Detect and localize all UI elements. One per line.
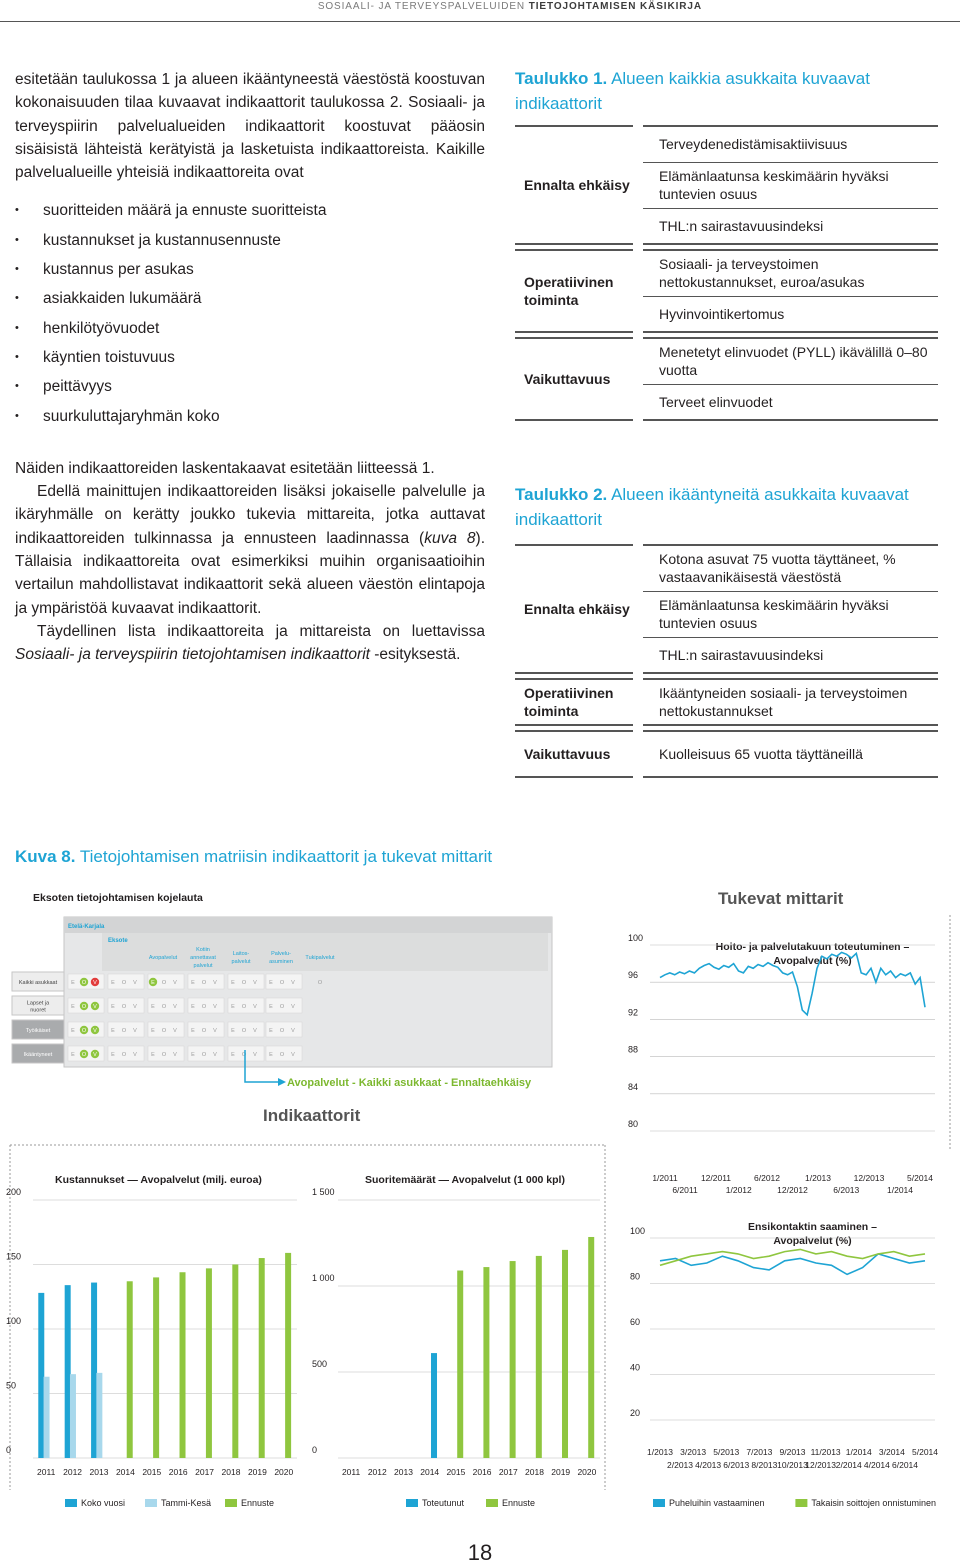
paragraph-3 (15, 480, 485, 620)
table1-caption (515, 66, 935, 116)
indicator-item: Kuolleisuus 65 vuotta täyttäneillä (643, 731, 938, 777)
bullet-item: • käyntien toistuvuus (15, 343, 485, 372)
p3-part-a: Edellä mainittujen indikaattoreiden lisäksi jokaiselle palvelulle ja ikäryhmälle on kerätty joukko tukevia mittareita, jotka auttavat indikaattoreiden tulkinnassa ja ennusteen laadinnassa ( (15, 483, 485, 547)
row-label: Lapset ja (26, 1000, 50, 1007)
status-letter: E (191, 1004, 195, 1010)
legend-label: Ennuste (241, 1498, 275, 1508)
status-letter: O (279, 1052, 285, 1058)
chart-ensikontakti (630, 1221, 938, 1508)
y-tick-label: 100 (630, 1226, 646, 1236)
chart-ensikontakti-title: Ensikontaktin saaminen – (748, 1221, 877, 1233)
group-label: Vaikuttavuus (515, 731, 633, 777)
x-tick-label: 2014 (420, 1467, 440, 1477)
row-label: Työikäiset (25, 1028, 51, 1034)
chart-hoitotakuu (628, 933, 935, 1195)
y-tick-label: 50 (6, 1380, 17, 1391)
table1 (515, 125, 938, 421)
figure-reference[interactable]: kuva 8 (424, 529, 476, 547)
x-tick-label: 10/2013 (777, 1460, 808, 1470)
status-letter: V (253, 980, 257, 986)
indicator-item: Elämänlaatunsa keskimäärin hyväksi tuntevien osuus (643, 162, 938, 208)
status-letter: E (111, 1052, 115, 1058)
bullet-item: • henkilötyövuodet (15, 314, 485, 343)
bar (91, 1283, 97, 1458)
status-letter: O (279, 980, 285, 986)
header-bold: TIETOJOHTAMISEN KÄSIKIRJA (528, 1, 702, 12)
bar (206, 1268, 212, 1458)
x-tick-label: 12/2012 (777, 1185, 808, 1195)
column-header-3: asuminen (269, 959, 293, 965)
x-tick-label: 5/2014 (907, 1173, 933, 1183)
x-tick-label: 12/2011 (700, 1173, 732, 1183)
x-tick-label: 3/2014 (878, 1447, 905, 1457)
status-letter: V (133, 1052, 137, 1058)
status-letter: O (201, 1004, 207, 1010)
chart-kustannukset-title: Kustannukset — Avopalvelut (milj. euroa) (55, 1174, 262, 1186)
status-letter: V (93, 980, 97, 986)
status-letter: V (213, 1052, 217, 1058)
x-tick-label: 2015 (446, 1467, 466, 1477)
table-row (515, 679, 938, 725)
status-letter: O (81, 1028, 87, 1034)
x-tick-label: 6/2013 (723, 1460, 750, 1470)
bar (38, 1293, 44, 1458)
status-letter: V (93, 1028, 97, 1034)
status-letter: E (111, 1028, 115, 1034)
bullet-item: • peittävyys (15, 372, 485, 401)
indicator-item: Elämänlaatunsa keskimäärin hyväksi tuntevien osuus (643, 591, 938, 637)
x-tick-label: 6/2011 (672, 1185, 698, 1195)
status-letter: V (133, 980, 137, 986)
p4-part-a: Täydellinen lista indikaattoreita ja mittareista on luettavissa (37, 622, 485, 640)
status-letter: E (151, 980, 155, 986)
x-tick-label: 4/2013 (695, 1460, 722, 1470)
chart-hoitotakuu-title: Avopalvelut (%) (773, 955, 852, 967)
x-tick-label: 2012 (367, 1467, 387, 1477)
status-letter: E (231, 1028, 235, 1034)
column-header-4: Tukipalvelut (305, 955, 335, 961)
x-tick-label: 2018 (525, 1467, 544, 1477)
status-letter: E (231, 980, 235, 986)
x-tick-label: 9/2013 (779, 1447, 806, 1457)
x-tick-label: 2015 (142, 1467, 162, 1477)
table1-label: Taulukko 1. (515, 69, 608, 88)
bar (536, 1256, 542, 1458)
left-column (15, 68, 485, 667)
status-letter: O (121, 1028, 127, 1034)
status-letter: E (151, 1052, 155, 1058)
legend-swatch (65, 1499, 77, 1507)
column-header-1: palvelut (193, 963, 213, 969)
status-letter: O (81, 980, 87, 986)
row-label: Ikääntyneet (23, 1052, 53, 1058)
series-line (660, 1254, 925, 1275)
status-letter: O (201, 1052, 207, 1058)
support-metrics-title: Tukevat mittarit (718, 889, 844, 908)
x-tick-label: 4/2014 (863, 1460, 890, 1470)
x-tick-label: 2011 (341, 1467, 361, 1477)
x-tick-label: 2/2014 (835, 1460, 862, 1470)
status-letter: O (241, 1052, 247, 1058)
x-tick-label: 2020 (577, 1467, 597, 1477)
group-label: Vaikuttavuus (515, 338, 633, 420)
x-tick-label: 2016 (472, 1467, 492, 1477)
y-tick-label: 92 (628, 1007, 639, 1018)
status-letter: E (269, 1004, 273, 1010)
status-letter: E (231, 1004, 235, 1010)
status-letter: V (253, 1052, 257, 1058)
table1-grid (515, 125, 938, 421)
status-letter: V (213, 1028, 217, 1034)
x-tick-label: 6/2014 (892, 1460, 918, 1470)
bullet-list (15, 196, 485, 430)
callout-label: Avopalvelut - Kaikki asukkaat - Ennaltaehkäisy (287, 1077, 532, 1089)
status-letter: E (71, 1052, 75, 1058)
status-letter: V (291, 980, 295, 986)
paragraph-4 (15, 620, 485, 667)
status-letter: E (71, 1028, 75, 1034)
group-label: Ennalta ehkäisy (515, 126, 633, 244)
y-tick-label: 100 (6, 1316, 22, 1326)
x-tick-label: 2016 (168, 1467, 188, 1477)
group-label: Operatiivinen toiminta (515, 679, 633, 725)
status-letter: O (241, 1028, 247, 1034)
status-letter: V (93, 1004, 97, 1010)
y-tick-label: 96 (628, 970, 639, 981)
status-letter: O (201, 1028, 207, 1034)
bullet-item: • suoritteiden määrä ja ennuste suoritteista (15, 196, 485, 225)
table2-caption (515, 482, 935, 532)
status-letter: V (93, 1052, 97, 1058)
x-tick-label: 1/2014 (845, 1447, 872, 1457)
org-label: Eksote (108, 938, 128, 944)
y-tick-label: 84 (628, 1081, 639, 1092)
region-header (64, 917, 552, 933)
bar (259, 1258, 265, 1458)
table1-title: Alueen kaikkia asukkaita kuvaavat indikaattorit (515, 69, 870, 113)
status-letter: O (161, 1028, 167, 1034)
status-letter: O (161, 980, 167, 986)
status-letter: V (291, 1004, 295, 1010)
legend-label: Toteutunut (422, 1498, 465, 1508)
paragraph-2: Näiden indikaattoreiden laskentakaavat esitetään liitteessä 1. (15, 459, 435, 477)
y-tick-label: 150 (6, 1251, 22, 1262)
x-tick-label: 2017 (195, 1467, 215, 1477)
row-label: Kaikki asukkaat (18, 980, 58, 986)
legend-swatch (653, 1499, 665, 1507)
status-letter: E (71, 980, 75, 986)
status-letter: O (161, 1052, 167, 1058)
status-letter: O (81, 1052, 87, 1058)
status-letter: V (213, 1004, 217, 1010)
status-letter: O (121, 1004, 127, 1010)
x-tick-label: 1/2011 (652, 1173, 678, 1183)
indicator-item: Terveet elinvuodet (643, 384, 938, 420)
bar (457, 1271, 463, 1458)
bullet-item: • kustannus per asukas (15, 255, 485, 284)
column-header-1: Kotiin (196, 947, 210, 953)
x-tick-label: 1/2012 (725, 1185, 752, 1195)
status-letter: V (253, 1004, 257, 1010)
org-header (102, 933, 548, 971)
region-label: Etelä-Karjala (68, 924, 105, 930)
status-letter: O (121, 1052, 127, 1058)
y-tick-label: 0 (312, 1445, 318, 1455)
x-tick-label: 2019 (551, 1467, 571, 1477)
table2-label: Taulukko 2. (515, 485, 608, 504)
legend-swatch (225, 1499, 237, 1507)
x-tick-label: 2/2013 (667, 1460, 693, 1470)
series-line (660, 1249, 925, 1265)
status-letter: E (151, 1028, 155, 1034)
x-tick-label: 2018 (221, 1467, 241, 1477)
chart-ensikontakti-title: Avopalvelut (%) (773, 1235, 852, 1247)
status-letter: E (231, 1052, 235, 1058)
row-label: nuoret (30, 1007, 46, 1014)
status-letter: E (191, 1052, 195, 1058)
legend-swatch (486, 1499, 498, 1507)
status-letter: V (133, 1028, 137, 1034)
x-tick-label: 2012 (63, 1467, 83, 1477)
header-rule (0, 21, 960, 22)
x-tick-label: 2017 (498, 1467, 518, 1477)
bar (180, 1272, 186, 1458)
y-tick-label: 500 (312, 1359, 328, 1369)
status-letter: E (191, 980, 195, 986)
legend-label: Takaisin soittojen onnistuminen (811, 1498, 936, 1508)
x-tick-label: 12/2013 (853, 1173, 885, 1183)
table-row (515, 731, 938, 777)
figure-caption (15, 847, 492, 867)
table-row (515, 338, 938, 384)
status-letter: E (111, 1004, 115, 1010)
group-label: Operatiivinen toiminta (515, 250, 633, 332)
status-letter: O (317, 980, 323, 986)
status-letter: E (191, 1028, 195, 1034)
x-tick-label: 5/2014 (912, 1447, 938, 1457)
p4-part-b: -esityksestä. (369, 646, 461, 664)
dashboard-matrix (12, 917, 552, 1067)
status-letter: O (121, 980, 127, 986)
status-letter: O (279, 1004, 285, 1010)
bar (588, 1237, 594, 1458)
status-letter: V (173, 1052, 177, 1058)
bar (483, 1267, 489, 1458)
bar (431, 1353, 437, 1458)
bar (510, 1261, 516, 1458)
x-tick-label: 8/2013 (751, 1460, 778, 1470)
x-tick-label: 2013 (394, 1467, 413, 1477)
y-tick-label: 80 (630, 1271, 641, 1282)
bullet-item: • suurkuluttajaryhmän koko (15, 402, 485, 431)
y-tick-label: 60 (630, 1317, 641, 1327)
bar (65, 1285, 71, 1458)
y-tick-label: 88 (628, 1044, 639, 1055)
bar (285, 1253, 291, 1458)
chart-hoitotakuu-title: Hoito- ja palvelutakuun toteutuminen – (715, 941, 910, 953)
status-letter: V (213, 980, 217, 986)
status-letter: E (151, 1004, 155, 1010)
status-letter: V (133, 1004, 137, 1010)
y-tick-label: 200 (6, 1187, 22, 1197)
bar (127, 1281, 133, 1458)
indicator-item: Hyvinvointikertomus (643, 296, 938, 332)
x-tick-label: 7/2013 (746, 1447, 773, 1457)
chart-kustannukset (6, 1174, 297, 1508)
legend-swatch (406, 1499, 418, 1507)
table2-title: Alueen ikääntyneitä asukkaita kuvaavat indikaattorit (515, 485, 909, 529)
x-tick-label: 3/2013 (680, 1447, 707, 1457)
paragraph-1: esitetään taulukossa 1 ja alueen ikääntyneestä väestöstä koostuvan kokonaisuuden tilaa kuvaavat indikaattorit taulukossa 2. Sosiaali- ja terveyspiirin palvelualueiden indikaattorit koostuvat pääosin sisäisistä lähteistä kerätyistä ja lasketuista indikaattoreista. Kaikille palvelualueille yhteisiä indikaattoreita ovat (15, 71, 485, 182)
dashboard-title: Eksoten tietojohtamisen kojelauta (33, 892, 203, 904)
x-tick-label: 2020 (274, 1467, 294, 1477)
bar (153, 1277, 159, 1458)
table2 (515, 544, 938, 778)
status-letter: O (81, 1004, 87, 1010)
figure-label: Kuva 8. (15, 847, 76, 866)
status-letter: O (161, 1004, 167, 1010)
x-tick-label: 1/2014 (887, 1185, 913, 1195)
x-tick-label: 6/2013 (833, 1185, 860, 1195)
status-letter: V (291, 1052, 295, 1058)
legend-label: Ennuste (502, 1498, 536, 1508)
column-header-2: Laitos- (232, 951, 250, 957)
y-tick-label: 1 000 (312, 1273, 335, 1283)
indicator-item: Ikääntyneiden sosiaali- ja terveystoimen nettokustannukset (643, 679, 938, 725)
column-header-1: annettavat (190, 955, 216, 961)
x-tick-label: 1/2013 (805, 1173, 831, 1183)
bullet-item: • kustannukset ja kustannusennuste (15, 226, 485, 255)
status-letter: V (173, 1028, 177, 1034)
status-letter: E (269, 980, 273, 986)
column-header-3: Palvelu- (271, 951, 291, 957)
x-tick-label: 1/2013 (647, 1447, 673, 1457)
status-letter: V (291, 1028, 295, 1034)
bullet-item: • asiakkaiden lukumäärä (15, 284, 485, 313)
status-letter: O (279, 1028, 285, 1034)
status-letter: V (173, 980, 177, 986)
bar (70, 1374, 76, 1458)
status-letter: V (173, 1004, 177, 1010)
indicator-item: Terveydenedistämisaktiivisuus (643, 126, 938, 162)
bar (44, 1377, 50, 1458)
bar (96, 1373, 102, 1458)
bar (232, 1265, 238, 1459)
x-tick-label: 2014 (115, 1467, 135, 1477)
status-letter: O (241, 980, 247, 986)
chart-suoritemaarat (312, 1174, 600, 1508)
indicator-item: THL:n sairastavuusindeksi (643, 208, 938, 244)
y-tick-label: 0 (6, 1445, 12, 1455)
table2-grid (515, 544, 938, 778)
legend-label: Koko vuosi (81, 1498, 126, 1508)
x-tick-label: 6/2012 (754, 1173, 780, 1183)
indicator-item: Kotona asuvat 75 vuotta täyttäneet, % vastaavanikäisestä väestöstä (643, 545, 938, 591)
table-row (515, 126, 938, 162)
page-number: 18 (467, 1540, 493, 1565)
y-tick-label: 40 (630, 1362, 641, 1373)
x-tick-label: 5/2013 (713, 1447, 740, 1457)
status-letter: E (111, 980, 115, 986)
x-tick-label: 2013 (89, 1467, 109, 1477)
indicator-item: Menetetyt elinvuodet (PYLL) ikävälillä 0–80 vuotta (643, 338, 938, 384)
running-header (0, 0, 960, 22)
y-tick-label: 1 500 (312, 1187, 335, 1197)
group-label: Ennalta ehkäisy (515, 545, 633, 673)
indicator-item: Sosiaali- ja terveystoimen nettokustannukset, euroa/asukas (643, 250, 938, 296)
status-letter: E (71, 1004, 75, 1010)
indicator-item: THL:n sairastavuusindeksi (643, 637, 938, 673)
status-letter: V (253, 1028, 257, 1034)
header-prefix: SOSIAALI- JA TERVEYSPALVELUIDEN (317, 1, 526, 12)
header-text (318, 1, 702, 12)
x-tick-label: 2019 (247, 1467, 267, 1477)
legend-swatch (145, 1499, 157, 1507)
figure-title: Tietojohtamisen matriisin indikaattorit ja tukevat mittarit (79, 847, 493, 866)
status-letter: E (269, 1028, 273, 1034)
chart-suoritemaarat-title: Suoritemäärät — Avopalvelut (1 000 kpl) (365, 1174, 565, 1186)
y-tick-label: 100 (628, 933, 644, 943)
x-tick-label: 2011 (37, 1467, 56, 1477)
status-letter: O (201, 980, 207, 986)
bar (562, 1250, 568, 1458)
legend-swatch (795, 1499, 807, 1507)
legend-label: Puheluihin vastaaminen (669, 1498, 765, 1508)
x-tick-label: 12/2013 (805, 1460, 836, 1470)
indicators-title: Indikaattorit (263, 1106, 361, 1125)
column-header-0: Avopalvelut (148, 955, 178, 961)
figure-8 (0, 875, 960, 1525)
column-header-2: palvelut (231, 959, 251, 965)
y-tick-label: 20 (630, 1408, 641, 1418)
table-row (515, 250, 938, 296)
legend-label: Tammi-Kesä (161, 1498, 212, 1508)
status-letter: O (241, 1004, 247, 1010)
table-row (515, 545, 938, 591)
callout-arrowhead (278, 1078, 286, 1086)
presentation-reference: Sosiaali- ja terveyspiirin tietojohtamisen indikaattorit (15, 646, 370, 664)
status-letter: E (269, 1052, 273, 1058)
p3-part-b: ). Tällaisia indikaattoreita ovat esimerkiksi muihin organisaatioihin vertailun mahdollistavat indikaattorit sekä alueen väestön elintapoja ja ympäristöä kuvaavat indikaattorit. (15, 529, 486, 617)
x-tick-label: 11/2013 (810, 1447, 841, 1457)
y-tick-label: 80 (628, 1119, 639, 1129)
